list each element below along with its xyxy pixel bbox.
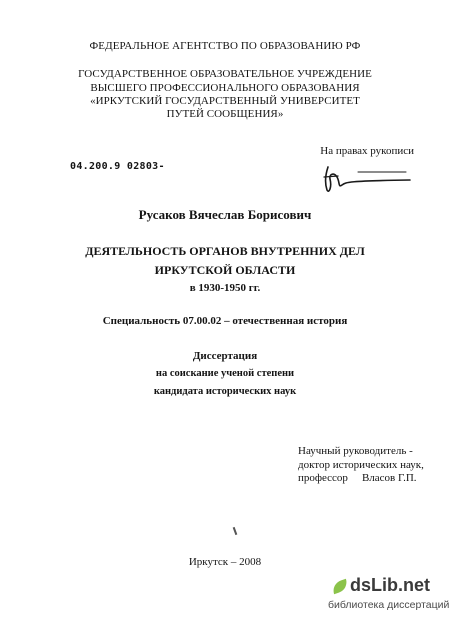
institution-line: ПУТЕЙ СООБЩЕНИЯ» [166, 108, 284, 120]
place-and-year: Иркутск – 2008 [188, 556, 262, 568]
degree-purpose: на соискание ученой степени [155, 368, 295, 379]
institution-line: «ИРКУТСКИЙ ГОСУДАРСТВЕННЫЙ УНИВЕРСИТЕТ [90, 95, 360, 107]
supervisor-title: профессор [298, 472, 348, 484]
author-name: Русаков Вячеслав Борисович [138, 207, 312, 222]
supervisor-degree: доктор исторических наук, [298, 459, 424, 471]
supervisor-title-name [298, 472, 417, 484]
dissertation-title-years: в 1930-1950 гг. [189, 282, 261, 294]
document-type: Диссертация [192, 350, 258, 362]
manuscript-rights-note: На правах рукописи [320, 145, 414, 157]
dissertation-title: ИРКУТСКОЙ ОБЛАСТИ [154, 263, 296, 277]
specialty: Специальность 07.00.02 – отечественная история [102, 315, 348, 327]
dissertation-title: ДЕЯТЕЛЬНОСТЬ ОРГАНОВ ВНУТРЕННИХ ДЕЛ [85, 244, 365, 258]
pen-mark [233, 527, 238, 535]
degree-purpose: кандидата исторических наук [153, 386, 297, 397]
leaf-icon [331, 579, 350, 594]
handwritten-signature [318, 163, 414, 195]
supervisor-name: Власов Г.П. [361, 472, 417, 484]
watermark [328, 575, 450, 615]
institution-line: ВЫСШЕГО ПРОФЕССИОНАЛЬНОГО ОБРАЗОВАНИЯ [90, 82, 360, 94]
institution-line: ГОСУДАРСТВЕННОЕ ОБРАЗОВАТЕЛЬНОЕ УЧРЕЖДЕНИЕ [78, 68, 372, 80]
supervisor-role: Научный руководитель - [298, 445, 413, 457]
watermark-name: dsLib.net [350, 575, 430, 595]
watermark-caption: библиотека диссертаций [328, 599, 450, 611]
registration-code: 04.200.9 02803- [70, 161, 165, 172]
agency-name: ФЕДЕРАЛЬНОЕ АГЕНТСТВО ПО ОБРАЗОВАНИЮ РФ [89, 40, 361, 52]
